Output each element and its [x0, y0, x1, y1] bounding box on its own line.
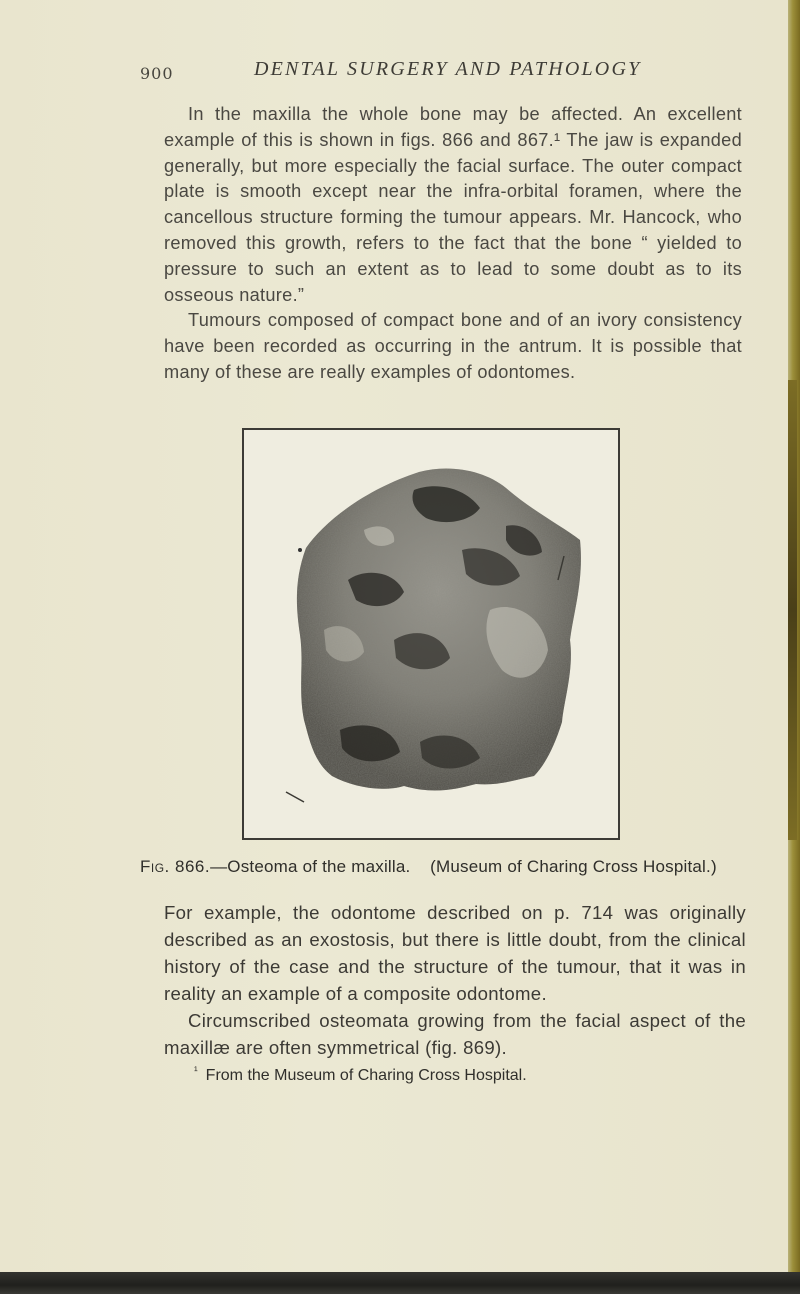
page-edge-shadow — [788, 380, 797, 840]
figure-866-osteoma-photo — [242, 428, 620, 840]
body-text-bottom — [164, 899, 746, 1061]
running-title: DENTAL SURGERY AND PATHOLOGY — [254, 58, 642, 80]
footnote-mark: ¹ — [194, 1065, 198, 1077]
footnote — [194, 1065, 527, 1085]
paragraph-maxilla: In the maxilla the whole bone may be affected. An excellent example of this is shown in figs. 866 and 867.¹ The jaw is expanded generally, but more especially the facial surface. The outer compact plate is smooth except near the infra-orbital foramen, where the cancellous structure forming the tumour appears. Mr. Hancock, who removed this growth, refers to the fact that the bone “ yielded to pressure to such an extent as to lead to some doubt as to its osseous nature.” — [164, 104, 742, 305]
osteoma-specimen-illustration — [244, 430, 618, 838]
body-text-top — [164, 102, 742, 386]
paragraph-circumscribed-osteomata: Circumscribed osteomata growing from the facial aspect of the maxillæ are often symmetrical (fig. 869). — [164, 1010, 746, 1058]
figure-caption-text: —Osteoma of the maxilla. — [210, 857, 411, 876]
scan-bottom-edge — [0, 1272, 800, 1294]
page-number: 900 — [140, 64, 174, 83]
figure-label: Fig. 866. — [140, 857, 211, 876]
figure-source: (Museum of Charing Cross Hospital.) — [430, 857, 717, 876]
paragraph-odontome-example: For example, the odontome described on p. 714 was originally described as an exostosis, but there is little doubt, from the clinical history of the case and the structure of the tumour, that it was in reality an example of a composite odontome. — [164, 902, 746, 1004]
paragraph-tumours-antrum: Tumours composed of compact bone and of an ivory consistency have been recorded as occurring in the antrum. It is possible that many of these are really examples of odontomes. — [164, 310, 742, 382]
figure-caption — [140, 857, 760, 877]
footnote-text: From the Museum of Charing Cross Hospital. — [205, 1067, 527, 1084]
running-head — [140, 58, 700, 86]
